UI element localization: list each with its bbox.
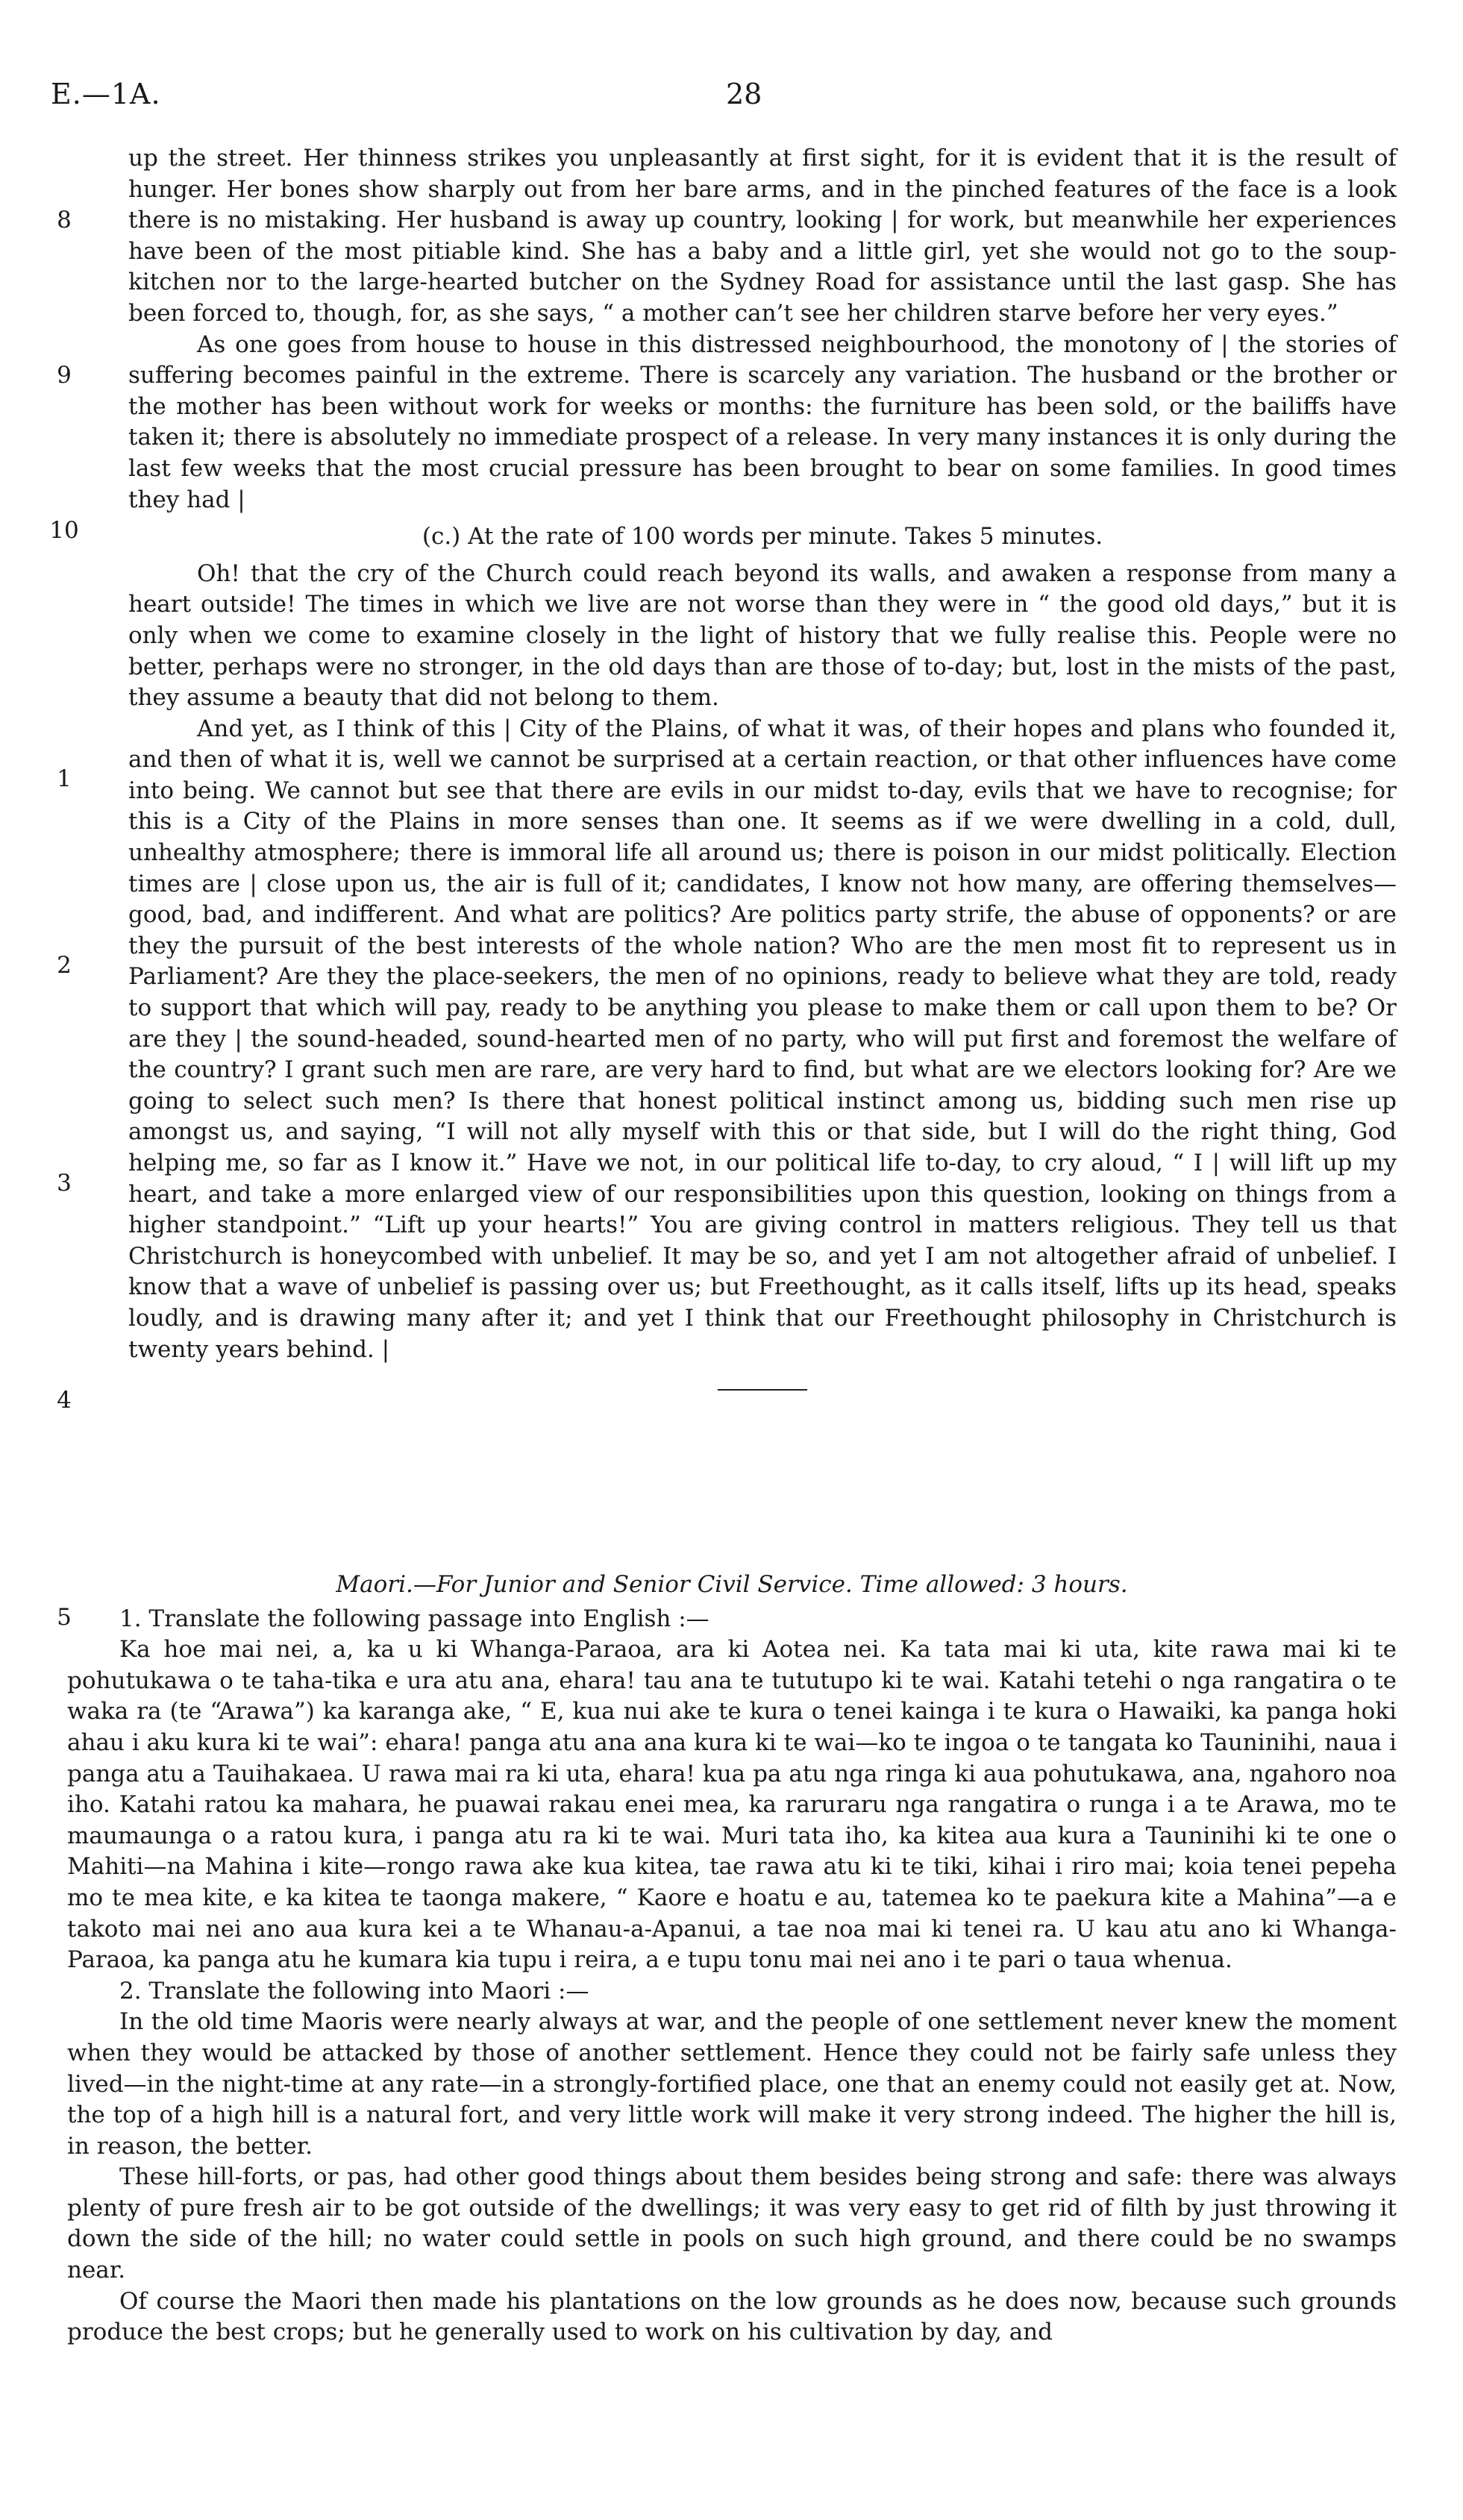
question-1-label: 1. Translate the following passage into English :— (119, 1605, 709, 1632)
exercise-c-heading: (c.) At the rate of 100 words per minute. Takes 5 minutes. (422, 523, 1103, 551)
question-2-paragraph-2: These hill-forts, or pas, had other good things about them besides being strong and safe: there was always plenty of pure fresh air to be got outside of the dwellings; it was very easy to get rid of filth by just throwing it down the side of the hill; no water could settle in pools on such high ground, and there could be no swamps near. (67, 2163, 1397, 2284)
question-2-label: 2. Translate the following into Maori :— (119, 1977, 589, 2005)
continuation-paragraph-b: As one goes from house to house in this distressed neighbourhood, the monotony of | the stories of suffering becomes painful in the extreme. There is scarcely any variation. The husband or the brother or the mother has been without work for weeks or months: the furniture has been sold, or the bailiffs have taken it; there is absolutely no immediate prospect of a release. In very many instances it is only during the last few weeks that the most crucial pressure has been brought to bear on some families. In good times they had | (128, 330, 1397, 513)
question-2-paragraph-1: In the old time Maoris were nearly always at war, and the people of one settlement never knew the moment when they would be attacked by those of another settlement. Hence they could not be fairly safe unless they lived—in the night-time at any rate—in a strongly-fortified place, one that an enemy could not easily get at. Now, the top of a high hill is a natural fort, and very little work will make it very strong indeed. The higher the hill is, in reason, the better. (67, 2008, 1397, 2160)
page-header (51, 78, 1418, 122)
margin-number-1: 1 (57, 765, 72, 792)
margin-number-9: 9 (57, 362, 72, 389)
margin-number-3: 3 (57, 1170, 72, 1197)
maori-section-heading: Maori.—For Junior and Senior Civil Service. Time allowed: 3 hours. (336, 1571, 1128, 1598)
margin-number-5: 5 (57, 1604, 72, 1631)
document-reference: E.—1A. (51, 78, 161, 110)
question-2-paragraph-3: Of course the Maori then made his plantations on the low grounds as he does now, because such grounds produce the best crops; but he generally used to work on his cultivation by day, and (67, 2287, 1397, 2346)
margin-number-4: 4 (57, 1387, 72, 1414)
page-number: 28 (726, 78, 762, 110)
exercise-c-paragraph-1: Oh! that the cry of the Church could reach beyond its walls, and awaken a response from many a heart outside! The times in which we live are not worse than they were in “ the good old days,” but it is only when we come to examine closely in the light of history that we fully realise this. People were no better, perhaps were no stronger, in the old days than are those of to-day; but, lost in the mists of the past, they assume a beauty that did not belong to them. (128, 560, 1397, 712)
margin-number-10: 10 (49, 517, 79, 544)
exercise-c-paragraph-2: And yet, as I think of this | City of the Plains, of what it was, of their hopes and plans who founded it, and then of what it is, well we cannot be surprised at a certain reaction, or that other influences have come into being. We cannot but see that there are evils in our midst to-day, evils that we have to recognise; for this is a City of the Plains in more senses than one. It seems as if we were dwelling in a cold, dull, unhealthy atmosphere; there is immoral life all around us; there is poison in our midst politically. Election times are | close upon us, the air is full of it; candidates, I know not how many, are offering themselves—good, bad, and indifferent. And what are politics? Are politics party strife, the abuse of opponents? or are they the pursuit of the best interests of the whole nation? Who are the men most fit to represent us in Parliament? Are they the place-seekers, the men of no opinions, ready to believe what they are told, ready to support that which will pay, ready to be anything you please to make them or call upon them to be? Or are they | the sound-headed, sound-hearted men of no party, who will put first and foremost the welfare of the country? I grant such men are rare, are very hard to find, but what are we electors looking for? Are we going to select such men? Is there that honest political instinct among us, bidding such men rise up amongst us, and saying, “I will not ally myself with this or that side, but I will do the right thing, God helping me, so far as I know it.” Have we not, in our political life to-day, to cry aloud, “ I | will lift up my heart, and take a more enlarged view of our responsibilities upon this question, looking on things from a higher standpoint.” “Lift up your hearts!” You are giving control in matters religious. They tell us that Christchurch is honeycombed with unbelief. It may be so, and yet I am not altogether afraid of unbelief. I know that a wave of unbelief is passing over us; but Freethought, as it calls itself, lifts up its head, speaks loudly, and is drawing many after it; and yet I think that our Freethought philosophy in Christchurch is twenty years behind. | (128, 715, 1397, 1363)
continuation-paragraph-a: up the street. Her thinness strikes you unpleasantly at first sight, for it is evident that it is the result of hunger. Her bones show sharply out from her bare arms, and in the pinched features of the face is a look there is no mistaking. Her husband is away up country, looking | for work, but meanwhile her experiences have been of the most pitiable kind. She has a baby and a little girl, yet she would not go to the soup-kitchen nor to the large-hearted butcher on the Sydney Road for assistance until the last gasp. She has been forced to, though, for, as she says, “ a mother can’t see her children starve before her very eyes.” (128, 145, 1397, 327)
maori-section (67, 1570, 1397, 2348)
question-1-passage: Ka hoe mai nei, a, ka u ki Whanga-Paraoa, ara ki Aotea nei. Ka tata mai ki uta, kite rawa mai ki te pohutukawa o te taha-tika e ura atu ana, ehara! tau ana te tututupo ki te wai. Katahi tetehi o nga rangatira o te waka ra (te “Arawa”) ka karanga ake, “ E, kua nui ake te kura o tenei kainga i te kura o Hawaiki, ka panga hoki ahau i aku kura ki te wai”: ehara! panga atu ana ana kura ki te wai—ko te ingoa o te tangata ko Tauninihi, naua i panga atu a Tauihakaea. U rawa mai ra ki uta, ehara! kua pa atu nga ringa ki aua pohutukawa, ana, ngahoro noa iho. Katahi ratou ka mahara, he puawai rakau enei mea, ka raruraru nga rangatira o runga i a te Arawa, mo te maumaunga o a ratou kura, i panga atu ra ki te wai. Muri tata iho, ka kitea aua kura a Tauninihi ki te one o Mahiti—na Mahina i kite—rongo rawa ake kua kitea, tae rawa atu ki te tiki, kihai i riro mai; koia tenei pepeha mo te mea kite, e ka kitea te taonga makere, “ Kaore e hoatu e au, tatemea ko te paekura kite a Mahina”—a e takoto mai nei ano aua kura kei a te Whanau-a-Apanui, a tae noa mai ki tenei ra. U kau atu ano ki Whanga-Paraoa, ka panga atu he kumara kia tupu i reira, a e tupu tonu mai nei ano i te pari o taua whenua. (67, 1636, 1397, 1974)
section-divider (718, 1389, 807, 1391)
margin-number-8: 8 (57, 207, 72, 233)
margin-number-2: 2 (57, 952, 72, 979)
